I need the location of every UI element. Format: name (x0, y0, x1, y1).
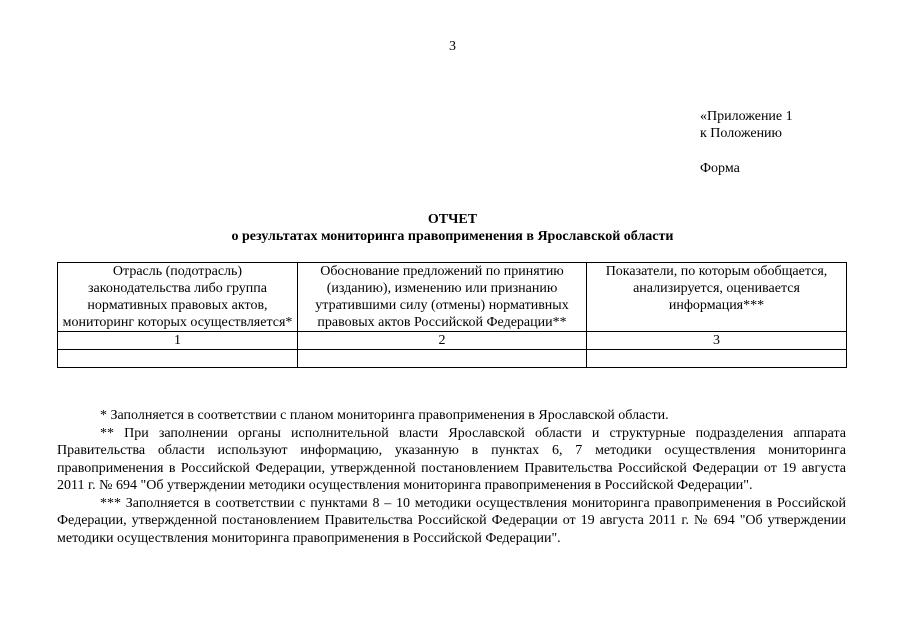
header-cell-justification: Обоснование предложений по принятию (изданию), изменению или признанию утратившими силу (отмены) нормативных правовых актов Российской Федерации** (298, 263, 587, 332)
page-number: 3 (449, 39, 456, 54)
footnote-2: ** При заполнении органы исполнительной власти Ярославской области и структурные подразделения аппарата Правительства области используют информацию, указанную в пунктах 6, 7 методики осуществления мониторинга правоприменения в Российской Федерации, утвержденной постановлением Правительства Российской Федерации от 19 августа 2011 г. № 694 "Об утверждении методики осуществления мониторинга правоприменения в Российской Федерации". (57, 425, 846, 493)
document-title (0, 211, 905, 245)
column-number-1: 1 (58, 332, 298, 350)
header-cell-indicators: Показатели, по которым обобщается, анализируется, оценивается информация*** (587, 263, 847, 332)
empty-cell (58, 350, 298, 368)
footnote-3: *** Заполняется в соответствии с пунктами 8 – 10 методики осуществления мониторинга правоприменения в Российской Федерации, утвержденной постановлением Правительства Российской Федерации от 19 августа 2011 г. № 694 "Об утверждении методики осуществления мониторинга правоприменения в Российской Федерации". (57, 495, 846, 546)
title-line-1: ОТЧЕТ (427, 212, 478, 227)
empty-cell (298, 350, 587, 368)
table-header-row (58, 263, 847, 332)
report-table (57, 262, 847, 368)
appendix-line-1: «Приложение 1 (700, 109, 793, 124)
empty-cell (587, 350, 847, 368)
appendix-reference (700, 108, 793, 142)
column-number-3: 3 (587, 332, 847, 350)
column-number-2: 2 (298, 332, 587, 350)
title-line-2: о результатах мониторинга правоприменения в Ярославской области (231, 229, 674, 244)
footnotes (57, 407, 846, 547)
table-row (58, 350, 847, 368)
appendix-line-2: к Положению (700, 126, 783, 141)
form-label: Форма (700, 161, 740, 176)
table-number-row (58, 332, 847, 350)
header-cell-industry: Отрасль (подотрасль) законодательства либо группа нормативных правовых актов, мониторинг которых осуществляется* (58, 263, 298, 332)
footnote-1: * Заполняется в соответствии с планом мониторинга правоприменения в Ярославской области. (100, 408, 669, 423)
